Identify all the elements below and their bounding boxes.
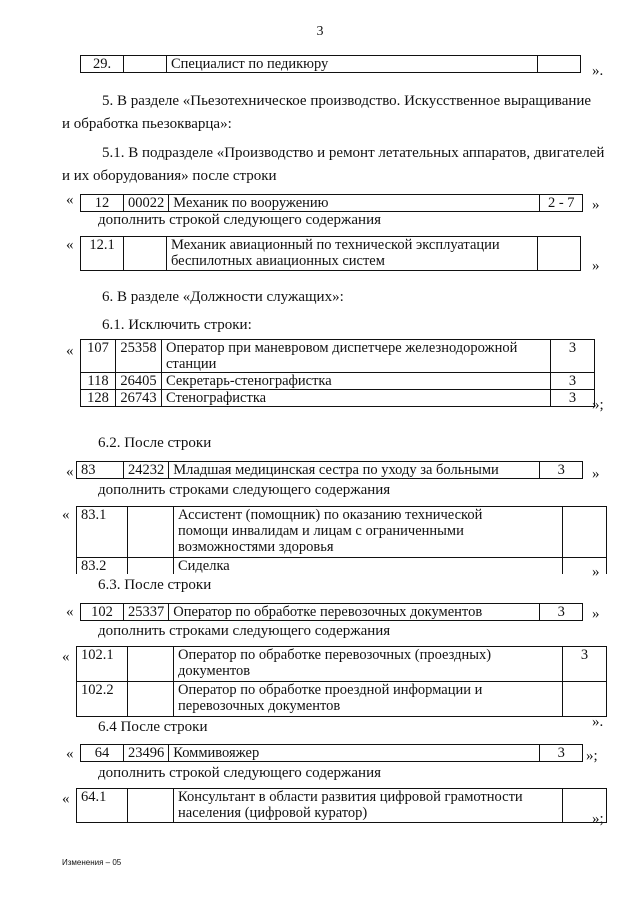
table-row-64 bbox=[80, 744, 583, 762]
row-title: Механик по вооружению bbox=[169, 195, 540, 212]
row-grade: 3 bbox=[540, 604, 583, 621]
open-quote: « bbox=[66, 604, 74, 620]
row-code bbox=[128, 558, 174, 575]
row-title-line: документов bbox=[178, 663, 251, 679]
row-title-line: Ассистент (помощник) по оказанию технической bbox=[178, 507, 483, 523]
row-code bbox=[128, 647, 174, 682]
row-grade: 3 bbox=[563, 647, 607, 682]
table-row bbox=[81, 390, 595, 407]
close-quote: »; bbox=[592, 811, 604, 827]
row-code: 24232 bbox=[124, 462, 169, 479]
row-number: 83 bbox=[77, 462, 124, 479]
row-code: 25358 bbox=[116, 340, 162, 373]
row-number: 12.1 bbox=[81, 237, 124, 271]
row-grade: 3 bbox=[551, 340, 595, 373]
paragraph-6-4: 6.4 После строки bbox=[98, 719, 208, 735]
paragraph-5-1-line-1: 5.1. В подразделе «Производство и ремонт летательных аппаратов, двигателей bbox=[102, 145, 605, 161]
row-grade bbox=[563, 558, 607, 575]
open-quote: « bbox=[66, 746, 74, 762]
paragraph-5-1-line-2: и их оборудования» после строки bbox=[62, 168, 277, 184]
open-quote: « bbox=[66, 237, 74, 253]
row-number: 102.2 bbox=[77, 682, 128, 717]
row-code bbox=[128, 507, 174, 558]
close-quote: ». bbox=[592, 63, 604, 79]
instruction-add-row: дополнить строкой следующего содержания bbox=[98, 212, 382, 228]
row-title: Коммивояжер bbox=[169, 745, 540, 762]
row-number: 107 bbox=[81, 340, 116, 373]
row-title-line: Оператор при маневровом диспетчере железнодорожной bbox=[166, 340, 518, 356]
open-quote: « bbox=[62, 649, 70, 665]
row-title bbox=[162, 340, 551, 373]
table-row bbox=[77, 558, 607, 575]
row-title bbox=[174, 789, 563, 823]
row-number: 83.2 bbox=[77, 558, 128, 575]
page-number: 3 bbox=[316, 24, 324, 39]
close-quote: » bbox=[592, 466, 600, 482]
row-title: Младшая медицинская сестра по уходу за больными bbox=[169, 462, 540, 479]
row-grade bbox=[538, 56, 581, 73]
open-quote: « bbox=[66, 192, 74, 208]
close-quote: » bbox=[592, 564, 600, 580]
open-quote: « bbox=[66, 343, 74, 359]
table-row-83 bbox=[76, 461, 583, 479]
row-grade bbox=[538, 237, 581, 271]
table-excluded-rows bbox=[80, 339, 595, 407]
row-title-line: Оператор по обработке перевозочных (проездных) bbox=[178, 647, 492, 663]
row-number: 12 bbox=[81, 195, 124, 212]
paragraph-6-3: 6.3. После строки bbox=[98, 577, 212, 593]
close-quote: » bbox=[592, 258, 600, 274]
row-title-line: населения (цифровой куратор) bbox=[178, 805, 368, 821]
row-title bbox=[174, 682, 563, 717]
paragraph-5-line-2: и обработка пьезокварца»: bbox=[62, 116, 232, 132]
table-row bbox=[77, 682, 607, 717]
instruction-add-rows: дополнить строками следующего содержания bbox=[98, 482, 391, 498]
row-title-line: Оператор по обработке проездной информации и bbox=[178, 682, 483, 698]
table-row bbox=[77, 647, 607, 682]
row-title: Специалист по педикюру bbox=[167, 56, 538, 73]
table-row bbox=[81, 373, 595, 390]
open-quote: « bbox=[66, 464, 74, 480]
row-grade bbox=[563, 507, 607, 558]
paragraph-6-1: 6.1. Исключить строки: bbox=[102, 317, 252, 333]
instruction-add-row: дополнить строкой следующего содержания bbox=[98, 765, 382, 781]
row-grade: 3 bbox=[540, 462, 583, 479]
row-grade: 3 bbox=[551, 373, 595, 390]
instruction-add-rows: дополнить строками следующего содержания bbox=[98, 623, 391, 639]
row-number: 64.1 bbox=[77, 789, 128, 823]
row-code bbox=[124, 56, 167, 73]
table-row-12-1 bbox=[80, 236, 581, 271]
row-code bbox=[128, 789, 174, 823]
row-grade bbox=[563, 682, 607, 717]
row-code bbox=[128, 682, 174, 717]
row-title-line: помощи инвалидам и лицам с ограниченными bbox=[178, 523, 464, 539]
close-quote: » bbox=[592, 606, 600, 622]
close-quote: »; bbox=[592, 397, 604, 413]
row-title bbox=[174, 647, 563, 682]
table-row bbox=[77, 507, 607, 558]
table-rows-102-1-102-2 bbox=[76, 646, 607, 717]
row-grade: 2 - 7 bbox=[540, 195, 583, 212]
row-code: 00022 bbox=[124, 195, 169, 212]
close-quote: » bbox=[592, 197, 600, 213]
row-code: 25337 bbox=[124, 604, 169, 621]
row-title-line: беспилотных авиационных систем bbox=[171, 253, 385, 269]
table-row-64-1 bbox=[76, 788, 607, 823]
row-title-line: Механик авиационный по технической эксплуатации bbox=[171, 237, 500, 253]
open-quote: « bbox=[62, 791, 70, 807]
row-title-line: возможностями здоровья bbox=[178, 539, 334, 555]
row-title bbox=[174, 507, 563, 558]
footer-note: Изменения – 05 bbox=[62, 858, 122, 867]
row-number: 118 bbox=[81, 373, 116, 390]
row-title-line: станции bbox=[166, 356, 217, 372]
table-row-102 bbox=[80, 603, 583, 621]
close-quote: ». bbox=[592, 714, 604, 730]
row-code: 26743 bbox=[116, 390, 162, 407]
row-number: 64 bbox=[81, 745, 124, 762]
row-title: Стенографистка bbox=[162, 390, 551, 407]
row-number: 29. bbox=[81, 56, 124, 73]
row-number: 128 bbox=[81, 390, 116, 407]
paragraph-5-line-1: 5. В разделе «Пьезотехническое производство. Искусственное выращивание bbox=[102, 93, 592, 109]
table-rows-83-1-83-2 bbox=[76, 506, 607, 574]
row-code: 23496 bbox=[124, 745, 169, 762]
row-title: Секретарь-стенографистка bbox=[162, 373, 551, 390]
row-title: Оператор по обработке перевозочных документов bbox=[169, 604, 540, 621]
row-title: Сиделка bbox=[174, 558, 563, 575]
table-row bbox=[81, 340, 595, 373]
close-quote: »; bbox=[586, 748, 598, 764]
row-code: 26405 bbox=[116, 373, 162, 390]
row-code bbox=[124, 237, 167, 271]
row-number: 102 bbox=[81, 604, 124, 621]
table-row-29 bbox=[80, 55, 581, 73]
row-number: 102.1 bbox=[77, 647, 128, 682]
row-grade: 3 bbox=[551, 390, 595, 407]
open-quote: « bbox=[62, 507, 70, 523]
row-title bbox=[167, 237, 538, 271]
row-number: 83.1 bbox=[77, 507, 128, 558]
row-grade: 3 bbox=[540, 745, 583, 762]
row-title-line: Консультант в области развития цифровой грамотности bbox=[178, 789, 523, 805]
row-title-line: перевозочных документов bbox=[178, 698, 341, 714]
paragraph-6-2: 6.2. После строки bbox=[98, 435, 212, 451]
paragraph-6: 6. В разделе «Должности служащих»: bbox=[102, 289, 344, 305]
